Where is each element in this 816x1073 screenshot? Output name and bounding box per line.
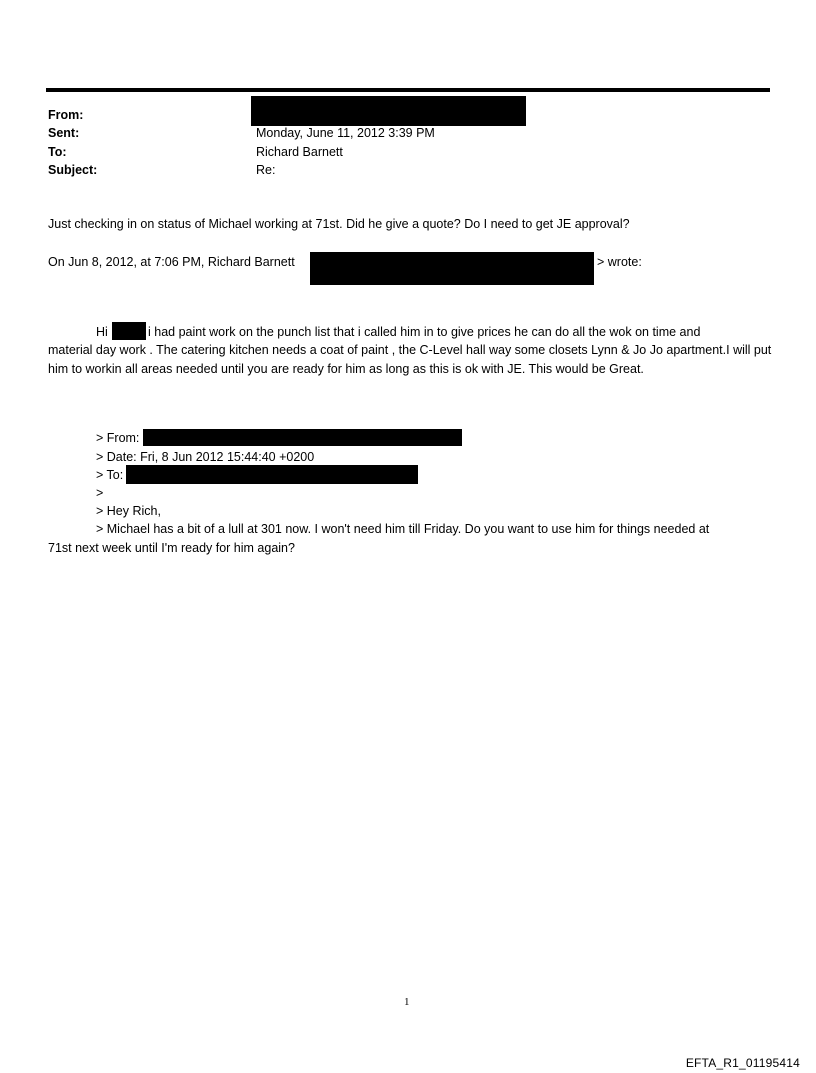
subject-value: Re:	[256, 163, 276, 177]
redaction-sender-email	[310, 252, 594, 285]
quoted-from-label: > From:	[96, 431, 140, 445]
from-label: From:	[48, 108, 84, 122]
subject-label: Subject:	[48, 163, 98, 177]
document-id: EFTA_R1_01195414	[685, 1056, 800, 1070]
sent-value: Monday, June 11, 2012 3:39 PM	[256, 126, 435, 140]
page-number: 1	[404, 996, 410, 1008]
quoted-greeting: > Hey Rich,	[96, 504, 161, 518]
reply-paragraph: material day work . The catering kitchen needs a coat of paint , the C-Level hall way some closets Lynn & Jo Jo apartment.I will put him to workin all areas needed until you are ready for him as long as this is ok with JE. This would be Great.	[48, 343, 772, 376]
quote-intro-suffix: > wrote:	[597, 255, 642, 269]
redaction-from-address	[251, 96, 526, 126]
quoted-date: > Date: Fri, 8 Jun 2012 15:44:40 +0200	[96, 450, 315, 464]
quoted-message-line-1: > Michael has a bit of a lull at 301 now. I won't need him till Friday. Do you want to use him for things needed at	[96, 522, 710, 536]
to-label: To:	[48, 145, 67, 159]
redaction-quoted-from	[143, 429, 462, 446]
quoted-blank-line: >	[96, 486, 104, 500]
sent-label: Sent:	[48, 126, 80, 140]
reply-greeting: Hi	[96, 325, 108, 339]
quoted-to-label: > To:	[96, 468, 124, 482]
body-line-1: Just checking in on status of Michael working at 71st. Did he give a quote? Do I need to get JE approval?	[48, 217, 630, 231]
redaction-quoted-to	[126, 465, 418, 484]
redaction-recipient-name	[112, 322, 146, 340]
reply-line-1: i had paint work on the punch list that i called him in to give prices he can do all the wok on time and	[148, 325, 701, 339]
header-rule	[46, 88, 770, 92]
quoted-message-line-2: 71st next week until I'm ready for him again?	[48, 541, 295, 555]
to-value: Richard Barnett	[256, 145, 343, 159]
quote-intro-prefix: On Jun 8, 2012, at 7:06 PM, Richard Barnett	[48, 255, 295, 269]
